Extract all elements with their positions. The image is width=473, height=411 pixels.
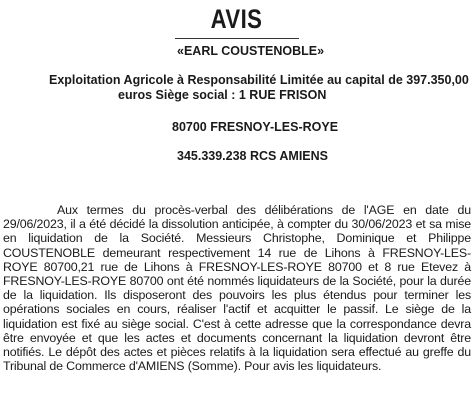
registered-office-line: euros Siège social : 1 RUE FRISON (118, 88, 327, 102)
notice-title: AVIS (210, 4, 263, 34)
rcs-number: 345.339.238 RCS AMIENS (177, 149, 329, 163)
title-underline (175, 38, 299, 39)
city-line: 80700 FRESNOY-LES-ROYE (172, 120, 339, 134)
company-name: «EARL COUSTENOBLE» (177, 44, 325, 58)
notice-body: Aux termes du procès-verbal des délibérations de l'AGE en date du 29/06/2023, il a été décidé la dissolution anticipée, à compter du 30/06/2023 et sa mise en liquidation de la Société. Messieurs Christophe, Dominique et Philippe COUSTENOBLE demeurant respectivement 14 rue de Lihons à FRESNOY-LES-ROYE 80700,21 rue de Lihons à FRESNOY-LES-ROYE 80700 et 8 rue Etevez à FRESNOY-LES-ROYE 80700 ont été nommés liquidateurs de la Société, pour la durée de la liquidation. Ils disposeront des pouvoirs les plus étendus pour terminer les opérations sociales en cours, réaliser l'actif et acquitter le passif. Le siège de la liquidation est fixé au siège social. C'est à cette adresse que la correspondance devra être envoyée et que les actes et documents concernant la liquidation devront être notifiés. Le dépôt des actes et pièces relatifs à la liquidation sera effectué au greffe du Tribunal de Commerce d'AMIENS (Somme). Pour avis les liquidateurs. (3, 203, 471, 374)
company-capital-line: Exploitation Agricole à Responsabilité Limitée au capital de 397.350,00 (49, 73, 469, 87)
